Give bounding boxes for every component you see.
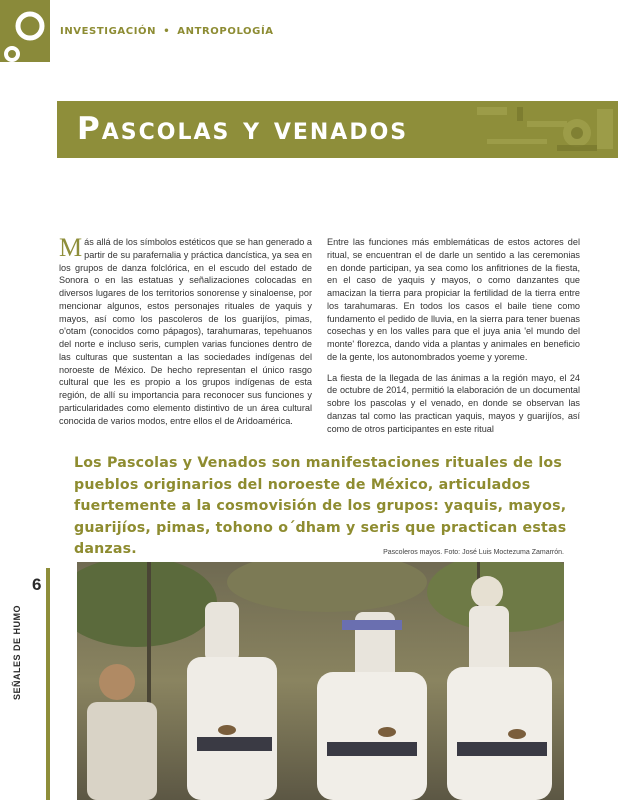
dropcap: M [59, 233, 83, 262]
section-separator: • [163, 26, 171, 37]
section-antropologia: ANTROPOLOGÍA [177, 26, 274, 37]
photo-caption: Pascoleros mayos. Foto: José Luis Moctezuma Zamarrón. [383, 549, 564, 556]
side-bar [0, 568, 50, 800]
left-column [59, 233, 312, 435]
left-text: ás allá de los símbolos estéticos que se han generado a partir de su parafernalia y práctica dancística, ya sea en los grupos de danza folclórica, en el escudo del estado de Sonora o en las estatuas y señalizaciones colocadas en diversos lugares de los territorios sonorense y sinaloense, por mencionar algunos, estos personajes rituales de yaquis y mayos, así como los pascoleros de los guarijíos, pimas, o'otam (conocidos como pápagos), tarahumaras, tepehuanos del norte e incluso seris, cumplen varias funciones dentro de las culturas que sustentan a las sociedades indígenas del noroeste de México. De hecho representan el único rasgo cultural que les es propio a los grupos indígenas de esta región, de allí su importancia para reconocer sus funciones y particularidades como elemento distintivo de un área cultural conocida de varios modos, entre ellos el de Aridoamérica. [59, 237, 312, 426]
right-paragraph-1: Entre las funciones más emblemáticas de estos actores del ritual, se encuentran el de darle un sentido a las ceremonias en donde participan, ya sea como los anfitriones de la fiesta, en el caso de yaquis y mayos, o como danzantes que amacizan la tierra para propiciar la fertilidad de la tierra entre los tarahumaras. En todos los casos el baile tiene como fundamento el pedido de lluvia, en la sierra para tener buenas cosechas y en los valles para que el juya ania 'el mundo del monte' florezca, dando vida a plantas y animales en beneficio de la gente, los autonombrados yoeme y yoreme. [327, 237, 580, 362]
section-header [60, 26, 274, 37]
corner-logo [0, 0, 50, 62]
logo-icon [0, 0, 50, 62]
section-investigacion: INVESTIGACIÓN [60, 26, 157, 37]
right-paragraph-2: La fiesta de la llegada de las ánimas a la región mayo, el 24 de octubre de 2014, permitió la elaboración de un documental sobre los pascolas y el venado, en donde se observan las danzas tal como las practican yaquis, mayos y guarijíos, así como de otros participantes en este ritual [327, 372, 580, 434]
page-title: Pascolas y venados [77, 111, 409, 147]
left-paragraph [59, 233, 312, 427]
right-column [327, 236, 580, 443]
magazine-name: SEÑALES DE HUMO [12, 604, 22, 700]
photo-illustration [77, 562, 564, 800]
photo-pascoleros [77, 562, 564, 800]
title-band [57, 101, 618, 158]
page-number: 6 [32, 575, 42, 594]
pull-quote: Los Pascolas y Venados son manifestaciones rituales de los pueblos originarios del noroeste de México, articulados fuertemente a la cosmovisión de los grupos: yaquis, mayos, guarijíos, pimas, tohono o´dham y seris que practican estas danzas. [74, 455, 567, 557]
